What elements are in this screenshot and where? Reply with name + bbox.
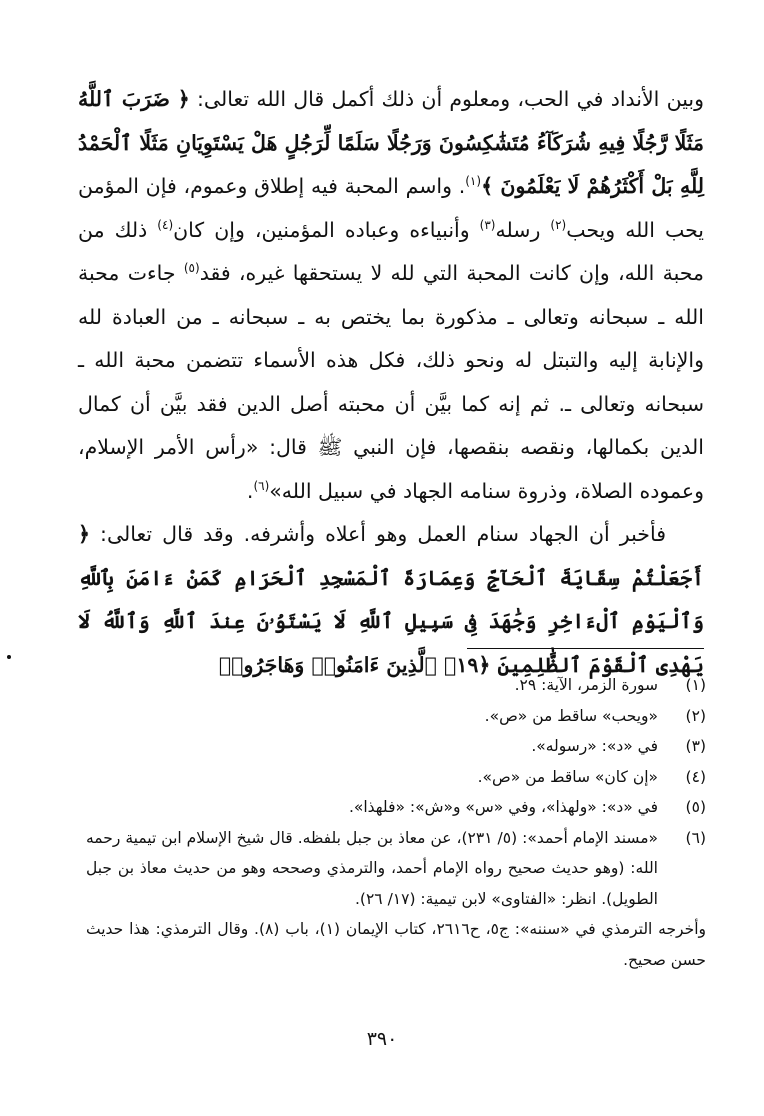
footnote-number: (٤) [685, 767, 706, 786]
paragraph-1 [78, 78, 704, 513]
text-run: وبين الأنداد في الحب، ومعلوم أن ذلك أكمل قال الله تعالى: [189, 87, 705, 111]
footnote-ref: (٦) [253, 478, 270, 493]
text-run: . [246, 478, 254, 503]
footnote-number: (٦) [685, 828, 706, 847]
text-run: وأنبياءه وعباده المؤمنين، وإن كان [173, 217, 480, 242]
footnote-item [86, 731, 706, 762]
page-number: ٣٩٠ [366, 1028, 398, 1050]
text-run: ذلك من محبة الله، وإن كانت المحبة التي لله لا يستحقها غيره، فقد [78, 217, 705, 285]
footnotes [86, 670, 706, 975]
text-run: فأخبر أن الجهاد سنام العمل وهو أعلاه وأشرفه. وقد قال تعالى: [90, 522, 666, 546]
footnote-text: سورة الزمر، الآية: ٢٩. [514, 676, 658, 694]
footnote-item [86, 792, 706, 823]
footnote-ref: (١) [465, 174, 482, 189]
footnote-text: في «د»: «رسوله». [531, 737, 658, 755]
footnote-separator [467, 648, 704, 649]
quran-verse: ﴿ ضَرَبَ ٱللَّهُ مَثَلًا رَّجُلًا فِيهِ شُرَكَآءُ مُتَشَٰكِسُونَ وَرَجُلًا سَلَمًا لِّرَجُلٍ هَلْ يَسْتَوِيَانِ مَثَلًا ٱلْحَمْدُ لِلَّهِ بَلْ أَكْثَرُهُمْ لَا يَعْلَمُونَ ﴾ [78, 87, 704, 198]
footnote-number: (٢) [685, 706, 706, 725]
paragraph-2 [78, 513, 704, 687]
footnote-ref: (٢) [550, 217, 567, 232]
footnote-text: «إن كان» ساقط من «ص». [477, 767, 658, 786]
footnote-item [86, 823, 706, 915]
footnote-text: في «د»: «ولهذا»، وفي «س» و«ش»: «فلهذا». [348, 798, 658, 816]
footnote-number: (٣) [685, 737, 706, 755]
footnote-item [86, 762, 706, 793]
footnote-ref: (٥) [183, 261, 200, 276]
text-run: . واسم المحبة فيه إطلاق وعموم، فإن المؤمن يحب الله ويحب [78, 174, 705, 242]
footnote-text: «مسند الإمام أحمد»: (٥/ ٢٣١)، عن معاذ بن جبل بلفظه. قال شيخ الإسلام ابن تيمية رحمه الله: (وهو حديث صحيح رواه الإمام أحمد، والترمذي وصححه وهو من حديث معاذ بن جبل الطويل). انظر: «الفتاوى» لابن تيمية: (١٧/ ٢٦). [86, 828, 658, 908]
footnote-number: (٥) [685, 798, 706, 816]
footnote-item [86, 670, 706, 701]
footnote-item [86, 701, 706, 732]
footnote-ref: (٣) [479, 217, 496, 232]
quran-verse: ﴿ أَجَعَلْتُمْ سِقَايَةَ ٱلْحَآجِّ وَعِمَارَةَ ٱلْمَسْجِدِ ٱلْحَرَامِ كَمَنْ ءَامَنَ بِٱللَّهِ وَٱلْيَوْمِ ٱلْءَاخِرِ وَجَٰهَدَ فِى سَبِيلِ ٱللَّهِ لَا يَسْتَوُۥنَ عِندَ ٱللَّهِ وَٱللَّهُ لَا يَهْدِى ٱلْقَوْمَ ٱلظَّٰلِمِينَ ﴿١٩﴾ ٱلَّذِينَ ءَامَنُوا۟ وَهَاجَرُوا۟ [78, 522, 704, 677]
scan-speck [7, 655, 11, 659]
text-run: جاءت محبة الله ـ سبحانه وتعالى ـ مذكورة بما يختص به ـ سبحانه ـ من العبادة لله والإنابة إليه والتبتل له ونحو ذلك، فكل هذه الأسماء تتضمن محبة الله ـ سبحانه وتعالى ـ. ثم إنه كما بيَّن أن محبته أصل الدين فقد بيَّن أن كمال الدين بكمالها، ونقصه بنقصها، فإن النبي ﷺ قال: «رأس الأمر الإسلام، وعموده الصلاة، وذروة سنامه الجهاد في سبيل الله» [78, 261, 704, 503]
footnote-continuation: وأخرجه الترمذي في «سننه»: ج٥، ح٢٦١٦، كتاب الإيمان (١)، باب (٨). وقال الترمذي: هذا حديث حسن صحيح. [86, 920, 706, 969]
text-run: رسله [495, 217, 551, 242]
footnote-number: (١) [685, 676, 706, 694]
footnote-text: «ويحب» ساقط من «ص». [484, 706, 658, 725]
main-text [78, 78, 704, 687]
footnote-ref: (٤) [157, 217, 174, 232]
